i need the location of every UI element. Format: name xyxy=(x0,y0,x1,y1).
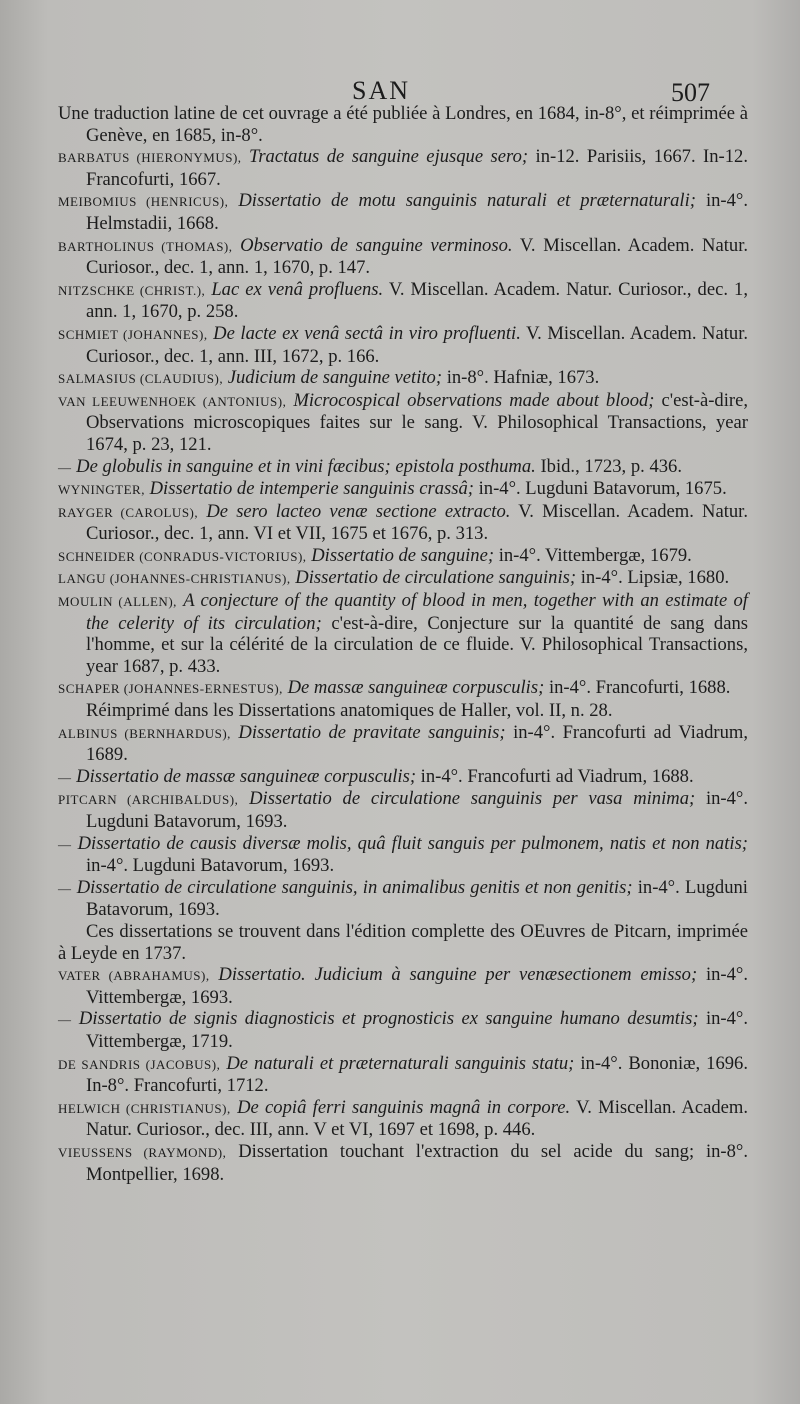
entry-title: Tractatus de sanguine ejusque sero; xyxy=(249,146,529,168)
entry-author: VATER (ABRAHAMUS), xyxy=(58,968,210,984)
entry-author: MEIBOMIUS (HENRICUS), xyxy=(58,194,229,210)
entry-details: V. Miscellan. Academ. Natur. Curiosor., dec. 1, ann. 1, 1670, p. 258. xyxy=(86,278,748,323)
entry-author: SALMASIUS (CLAUDIUS), xyxy=(58,371,224,387)
bibliography-entry xyxy=(58,1141,748,1185)
entry-title: Dissertatio de circulatione sanguinis per vasa minima; xyxy=(249,788,696,810)
entry-author: — xyxy=(58,459,72,475)
bibliography-entry xyxy=(58,877,748,921)
entry-author: HELWICH (CHRISTIANUS), xyxy=(58,1100,231,1116)
entry-title: De massæ sanguineæ corpusculis; xyxy=(287,677,545,699)
entry-author: NITZSCHKE (CHRIST.), xyxy=(58,282,206,298)
entry-author: BARBATUS (HIERONYMUS), xyxy=(58,150,242,166)
entry-details: in-4°. Lugduni Batavorum, 1675. xyxy=(478,478,727,500)
entry-author: DE SANDRIS (JACOBUS), xyxy=(58,1056,221,1072)
bibliography-entry xyxy=(58,1097,748,1141)
entry-details: in-12. Parisiis, 1667. In-12. Francofurti, 1667. xyxy=(86,146,748,190)
entry-title: Dissertatio de pravitate sanguinis; xyxy=(238,721,506,743)
bibliography-entry xyxy=(58,235,748,279)
entry-details: in-4°. Lugduni Batavorum, 1693. xyxy=(86,876,748,921)
entry-title: Dissertatio de massæ sanguineæ corpusculis; xyxy=(76,765,417,787)
entry-title: De globulis in sanguine et in vini fæcibus; epistola posthuma. xyxy=(76,455,536,477)
entry-details: c'est-à-dire, Observations microscopiques faites sur le sang. V. Philosophical Transactions, year 1674, p. 23, 121. xyxy=(86,389,748,455)
entry-details: in-4°. Lugduni Batavorum, 1693. xyxy=(86,855,335,877)
entry-title: Microcospical observations made about blood; xyxy=(293,389,655,411)
entry-title: Observatio de sanguine verminoso. xyxy=(240,234,513,256)
entry-details: in-4°. Vittembergæ, 1679. xyxy=(498,544,692,566)
entry-author: RAYGER (CAROLUS), xyxy=(58,504,199,520)
entry-title: Dissertatio de causis diversæ molis, quâ fluit sanguis per pulmonem, natis et non natis; xyxy=(77,832,748,854)
entry-details: in-4°. Lugduni Batavorum, 1693. xyxy=(86,788,748,832)
entry-details: Ces dissertations se trouvent dans l'édition complette des OEuvres de Pitcarn, imprimée à Leyde en 1737. xyxy=(58,920,748,964)
bibliography-entry xyxy=(58,964,748,1008)
bibliography-entry xyxy=(58,590,748,677)
entry-title: Dissertatio de circulatione sanguinis; xyxy=(295,567,577,589)
entry-details: in-8°. Hafniæ, 1673. xyxy=(446,367,600,389)
entry-details: Une traduction latine de cet ouvrage a été publiée à Londres, en 1684, in-8°, et réimprimée à Genève, en 1685, in-8°. xyxy=(58,103,748,146)
entry-details: Dissertation touchant l'extraction du sel acide du sang; in-8°. Montpellier, 1698. xyxy=(86,1140,748,1185)
entry-details: c'est-à-dire, Conjecture sur la quantité de sang dans l'homme, et sur la célérité de la circulation de ce fluide. V. Philosophical Transactions, year 1687, p. 433. xyxy=(86,612,748,677)
bibliography-entry xyxy=(58,323,748,367)
entry-author: PITCARN (ARCHIBALDUS), xyxy=(58,792,239,808)
entry-details: in-4°. Helmstadii, 1668. xyxy=(86,190,748,234)
entry-author: — xyxy=(58,880,72,896)
entry-author: SCHNEIDER (CONRADUS-VICTORIUS), xyxy=(58,548,307,564)
entry-author: SCHAPER (JOHANNES-ERNESTUS), xyxy=(58,681,283,697)
entry-title: De sero lacteo venæ sectione extracto. xyxy=(206,500,511,522)
entry-title: Judicium de sanguine vetito; xyxy=(227,367,443,389)
running-head: SAN xyxy=(352,76,411,105)
entry-details: V. Miscellan. Academ. Natur. Curiosor., dec. III, ann. V et VI, 1697 et 1698, p. 446. xyxy=(86,1096,749,1141)
bibliography-entry xyxy=(58,146,748,190)
entry-author: — xyxy=(58,836,72,852)
entry-title: Dissertatio de circulatione sanguinis, in animalibus genitis et non genitis; xyxy=(76,876,633,898)
entry-details: Réimprimé dans les Dissertations anatomiques de Haller, vol. II, n. 28. xyxy=(86,700,613,722)
bibliography-entry xyxy=(58,367,748,390)
bibliography-entry xyxy=(58,279,748,323)
entry-title: De naturali et præternaturali sanguinis statu; xyxy=(226,1052,575,1074)
entry-author: LANGU (JOHANNES-CHRISTIANUS), xyxy=(58,571,291,587)
entry-details: in-4°. Vittembergæ, 1719. xyxy=(86,1008,748,1052)
bibliography-entry xyxy=(58,1008,748,1052)
bibliography-entry xyxy=(58,456,748,479)
entry-title: Lac ex venâ profluens. xyxy=(211,278,384,300)
bibliography-entry xyxy=(58,501,748,545)
bibliography-entry xyxy=(58,478,748,501)
entry-author: SCHMIET (JOHANNES), xyxy=(58,326,208,342)
bibliography-entry xyxy=(58,545,748,568)
entry-author: BARTHOLINUS (THOMAS), xyxy=(58,238,233,254)
entry-author: MOULIN (ALLEN), xyxy=(58,594,177,610)
bibliography-entry xyxy=(58,700,748,722)
entry-details: V. Miscellan. Academ. Natur. Curiosor., dec. 1, ann. 1, 1670, p. 147. xyxy=(86,234,749,279)
bibliography-entry xyxy=(58,390,748,456)
bibliography-entry xyxy=(58,833,748,877)
entry-title: Dissertatio de sanguine; xyxy=(311,544,495,566)
bibliography-entry xyxy=(58,1053,748,1097)
entry-details: in-4°. Vittembergæ, 1693. xyxy=(86,964,748,1008)
entry-details: Ibid., 1723, p. 436. xyxy=(540,455,682,477)
entry-details: V. Miscellan. Academ. Natur. Curiosor., dec. 1, ann. VI et VII, 1675 et 1676, p. 313. xyxy=(86,500,749,545)
entry-author: ALBINUS (BERNHARDUS), xyxy=(58,725,231,741)
bibliography-entry xyxy=(58,766,748,789)
entry-details: in-4°. Francofurti ad Viadrum, 1688. xyxy=(420,765,694,787)
entry-author: VIEUSSENS (RAYMOND), xyxy=(58,1144,227,1160)
bibliography-entry xyxy=(58,190,748,234)
bibliography-entry xyxy=(58,567,748,590)
entry-details: in-4°. Francofurti ad Viadrum, 1689. xyxy=(86,721,748,766)
entry-details: in-4°. Lipsiæ, 1680. xyxy=(580,567,730,589)
entry-details: V. Miscellan. Academ. Natur. Curiosor., dec. 1, ann. III, 1672, p. 166. xyxy=(86,322,749,367)
entry-author: — xyxy=(58,1012,72,1028)
entry-author: WYNINGTER, xyxy=(58,482,145,498)
entry-title: De copiâ ferri sanguinis magnâ in corpore. xyxy=(237,1096,571,1118)
page-number: 507 xyxy=(671,78,710,107)
entry-title: Dissertatio de intemperie sanguinis crassâ; xyxy=(149,478,474,500)
entry-details: in-4°. Francofurti, 1688. xyxy=(548,677,731,699)
entry-title: De lacte ex venâ sectâ in viro profluenti. xyxy=(213,322,521,344)
bibliography-list xyxy=(58,103,748,1185)
bibliography-entry xyxy=(58,677,748,700)
entry-title: Dissertatio de signis diagnosticis et prognosticis ex sanguine humano desumtis; xyxy=(78,1008,699,1030)
entry-title: A conjecture of the quantity of blood in men, together with an estimate of the celerity of its circulation; xyxy=(86,590,748,634)
bibliography-entry xyxy=(58,921,748,964)
entry-author: — xyxy=(58,769,72,785)
bibliography-entry xyxy=(58,103,748,146)
entry-author: VAN LEEUWENHOEK (ANTONIUS), xyxy=(58,393,287,409)
entry-title: Dissertatio. Judicium à sanguine per venæsectionem emisso; xyxy=(218,964,698,986)
entry-details: in-4°. Bononiæ, 1696. In-8°. Francofurti, 1712. xyxy=(86,1052,748,1097)
bibliography-entry xyxy=(58,722,748,766)
bibliography-entry xyxy=(58,788,748,832)
entry-title: Dissertatio de motu sanguinis naturali et præternaturali; xyxy=(238,190,696,212)
